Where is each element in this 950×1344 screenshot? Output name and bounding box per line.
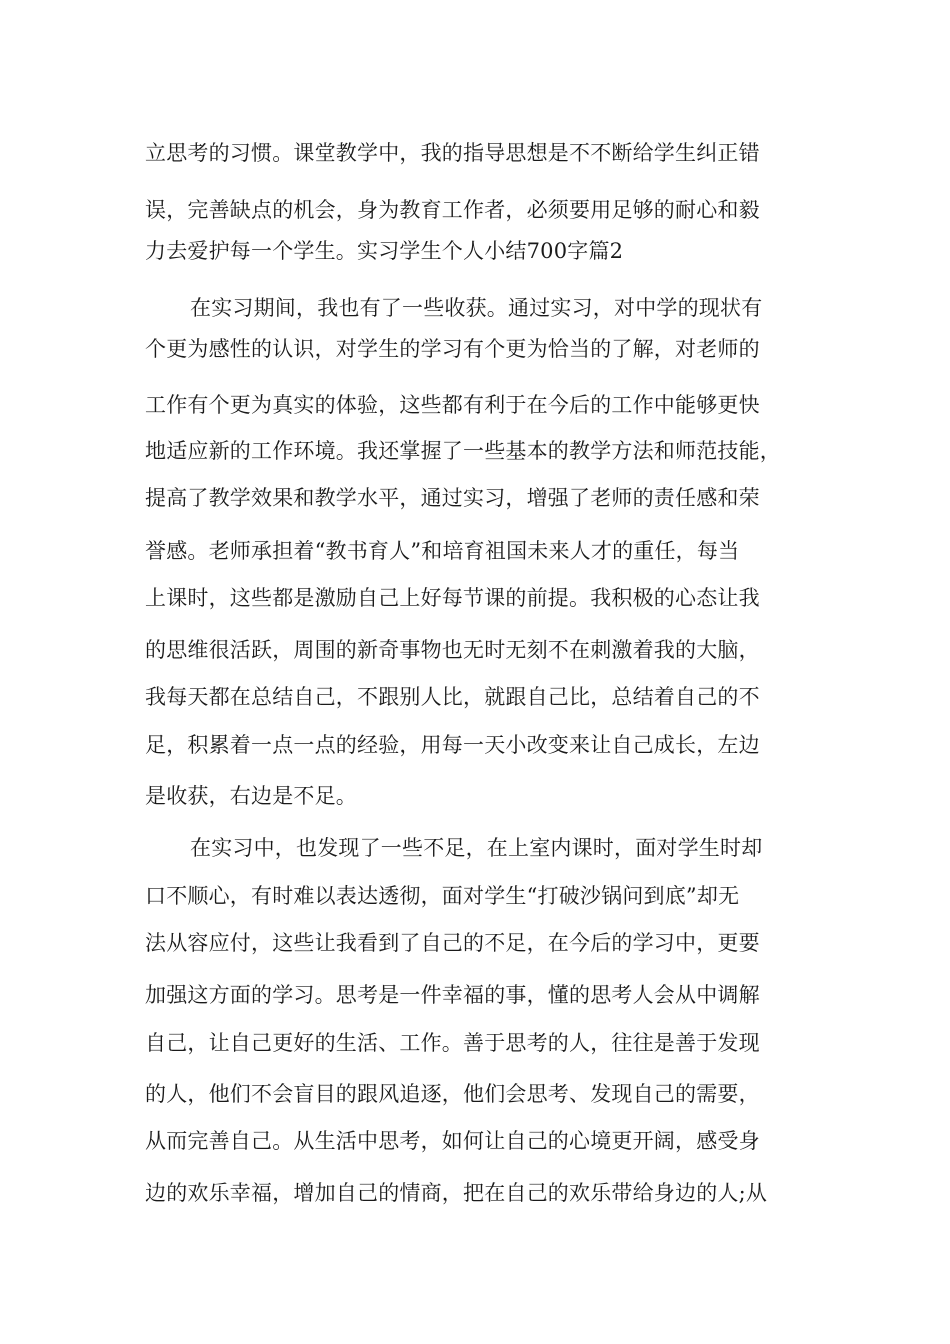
text-line: 力去爱护每一个学生。实习学生个人小结700字篇2 <box>145 239 624 263</box>
text-line: 誉感。老师承担着“教书育人”和培育祖国未来人才的重任，每当 <box>145 539 740 563</box>
text-line: 法从容应付，这些让我看到了自己的不足，在今后的学习中，更要 <box>145 931 760 955</box>
text-line: 提高了教学效果和教学水平，通过实习，增强了老师的责任感和荣 <box>145 486 760 510</box>
text-line: 个更为感性的认识，对学生的学习有个更为恰当的了解，对老师的 <box>145 337 760 361</box>
text-line: 我每天都在总结自己，不跟别人比，就跟自己比，总结着自己的不 <box>145 685 760 709</box>
text-line: 的思维很活跃，周围的新奇事物也无时无刻不在刺激着我的大脑， <box>145 638 760 662</box>
text-line: 误，完善缺点的机会，身为教育工作者，必须要用足够的耐心和毅 <box>145 198 760 222</box>
text-line: 立思考的习惯。课堂教学中，我的指导思想是不不断给学生纠正错 <box>145 141 760 165</box>
text-line: 上课时，这些都是激励自己上好每节课的前提。我积极的心态让我 <box>145 586 760 610</box>
text-line: 边的欢乐幸福，增加自己的情商，把在自己的欢乐带给身边的人;从 <box>145 1181 768 1205</box>
paragraph-first-line: 在实习中，也发现了一些不足，在上室内课时，面对学生时却 <box>190 836 763 860</box>
text-line: 加强这方面的学习。思考是一件幸福的事，懂的思考人会从中调解 <box>145 983 760 1007</box>
text-line: 足，积累着一点一点的经验，用每一天小改变来让自己成长，左边 <box>145 733 760 757</box>
text-line: 的人，他们不会盲目的跟风追逐，他们会思考、发现自己的需要， <box>145 1082 760 1106</box>
text-line: 口不顺心，有时难以表达透彻，面对学生“打破沙锅问到底”却无 <box>145 884 740 908</box>
text-line: 工作有个更为真实的体验，这些都有利于在今后的工作中能够更快 <box>145 393 760 417</box>
text-line: 地适应新的工作环境。我还掌握了一些基本的教学方法和师范技能， <box>145 439 781 463</box>
text-line: 自己，让自己更好的生活、工作。善于思考的人，往往是善于发现 <box>145 1031 760 1055</box>
paragraph-first-line: 在实习期间，我也有了一些收获。通过实习，对中学的现状有 <box>190 296 763 320</box>
text-line: 从而完善自己。从生活中思考，如何让自己的心境更开阔，感受身 <box>145 1129 760 1153</box>
text-line: 是收获，右边是不足。 <box>145 784 357 808</box>
